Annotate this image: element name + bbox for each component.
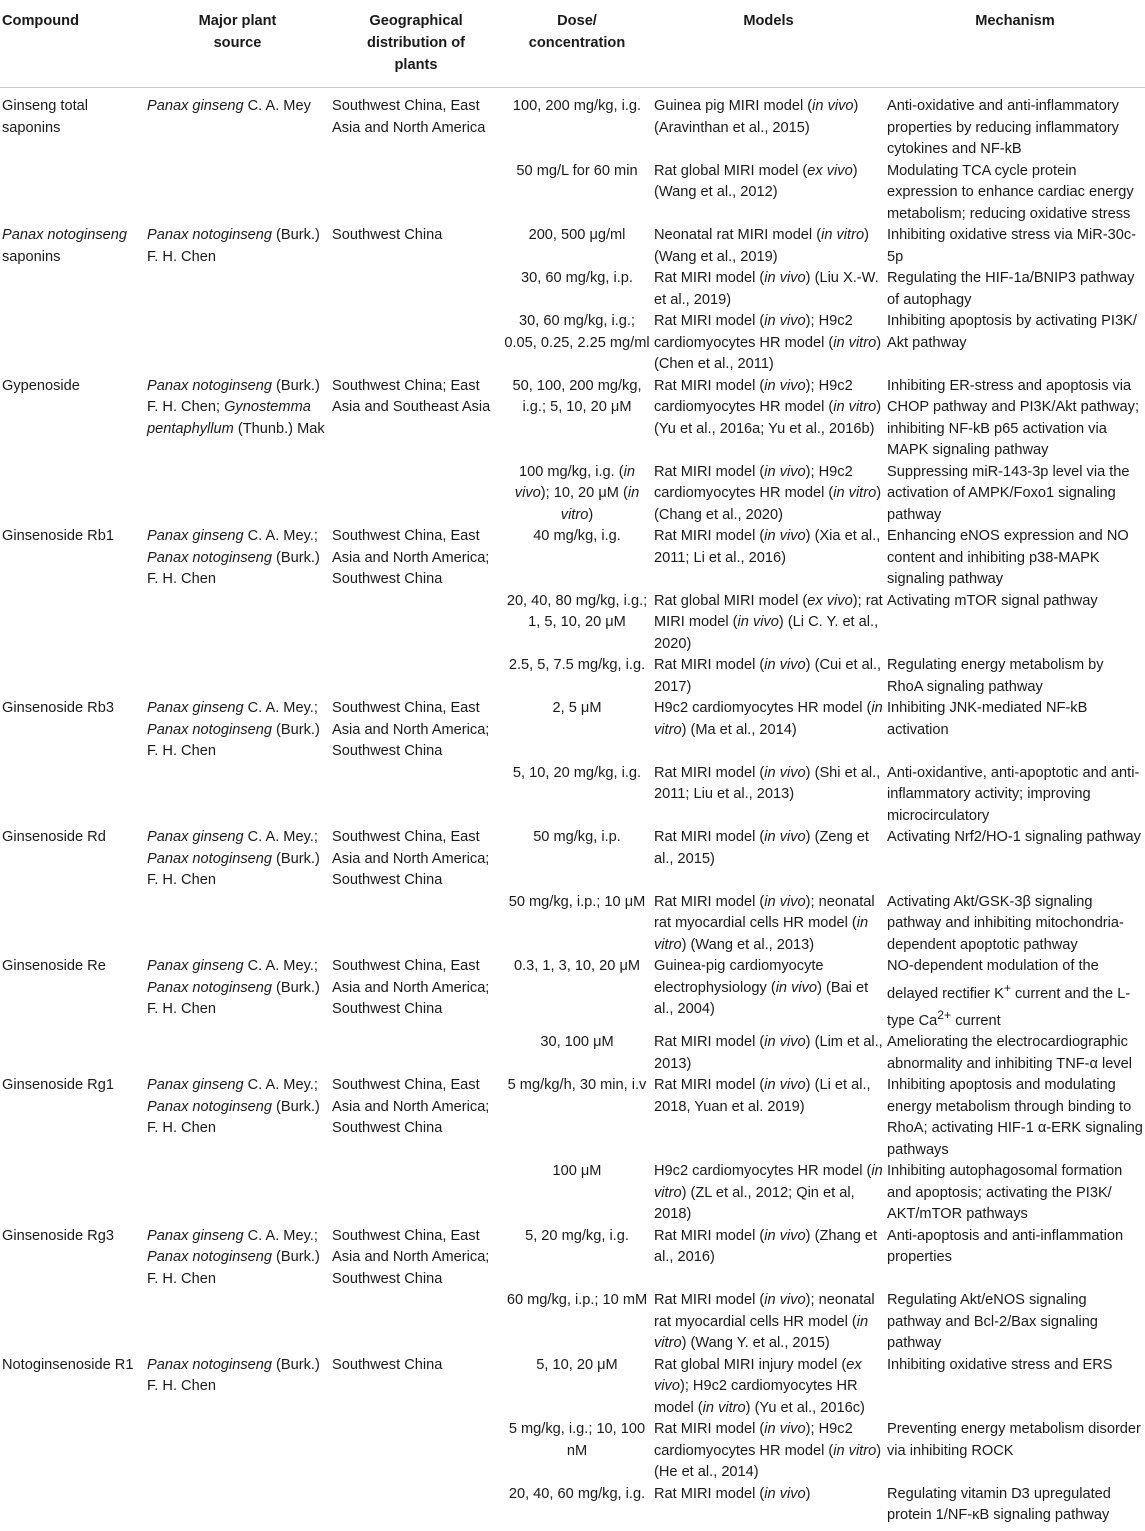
cell-dose: 5, 20 mg/kg, i.g. (525, 1227, 629, 1244)
cell-mechanism: Inhibiting oxidative stress via MiR-30c-5p (887, 227, 1136, 265)
cell-distribution (330, 268, 502, 311)
cell-distribution (330, 1484, 502, 1531)
table-row (0, 526, 1145, 591)
cell-dose: 50 mg/L for 60 min (516, 162, 638, 179)
cell-distribution (330, 892, 502, 957)
cell-mechanism: Regulating the HIF-1a/BNIP3 pathway of autophagy (887, 270, 1135, 308)
cell-compound: Ginsenoside Rg3 (2, 1227, 114, 1244)
cell-compound (0, 1290, 145, 1355)
cell-distribution (330, 591, 502, 656)
cell-plant-source (145, 655, 330, 698)
cell-distribution: Southwest China (332, 227, 443, 243)
cell-dose: 100, 200 mg/kg, i.g. (512, 98, 642, 114)
table-row (0, 462, 1145, 527)
cell-compound: Notoginsenoside R1 (2, 1356, 134, 1373)
cell-mechanism: Inhibiting autophagosomal formation and apoptosis; activating the PI3K/ AKT/mTOR pathways (887, 1163, 1123, 1223)
cell-dose: 100 mg/kg, i.g. (in vivo); 10, 20 μM (in vitro) (514, 463, 640, 523)
cell-mechanism: Anti-oxidative and anti-inflammatory properties by reducing inflammatory cytokines and NF-kB (887, 98, 1119, 157)
table-row (0, 956, 1145, 1032)
cell-dose: 0.3, 1, 3, 10, 20 μM (513, 958, 641, 974)
cell-models: Rat MIRI model (in vivo); neonatal rat myocardial cells HR model (in vitro) (Wang Y. et al., 2015) (654, 1292, 875, 1352)
cell-dose: 5 mg/kg, i.g.; 10, 100 nM (508, 1421, 646, 1459)
table-row (0, 1161, 1145, 1226)
cell-dose: 50 mg/kg, i.p. (533, 829, 621, 845)
cell-plant-source (145, 892, 330, 957)
cell-models: Rat MIRI model (in vivo) (Liu X.-W. et al., 2019) (654, 270, 879, 308)
cell-distribution (330, 1290, 502, 1355)
cell-distribution: Southwest China, East Asia and North America (332, 98, 486, 136)
cell-distribution (330, 161, 502, 226)
cell-compound (0, 591, 145, 656)
cell-models: Neonatal rat MIRI model (in vitro) (Wang et al., 2019) (654, 227, 869, 265)
cell-distribution: Southwest China, East Asia and North America; Southwest China (332, 829, 490, 888)
table-row (0, 827, 1145, 892)
header-models: Models (652, 0, 885, 88)
cell-plant-source (145, 1161, 330, 1226)
cell-models: Rat MIRI model (in vivo) (Xia et al., 2011; Li et al., 2016) (654, 528, 881, 566)
cell-dose: 5, 10, 20 μM (536, 1356, 618, 1373)
cell-models: Rat MIRI model (in vivo) (Li et al., 2018, Yuan et al. 2019) (654, 1077, 871, 1115)
cell-compound (0, 161, 145, 226)
cell-compound (0, 462, 145, 527)
cell-distribution (330, 462, 502, 527)
table-row (0, 698, 1145, 763)
cell-plant-source (145, 1484, 330, 1531)
cell-distribution (330, 1161, 502, 1226)
cell-models: Rat MIRI model (in vivo) (Shi et al., 2011; Liu et al., 2013) (654, 764, 881, 802)
cell-compound: Gypenoside (2, 377, 80, 394)
table-row (0, 88, 1145, 161)
cell-dose: 50, 100, 200 mg/kg, i.g.; 5, 10, 20 μM (512, 377, 642, 415)
cell-compound (0, 268, 145, 311)
table-row (0, 655, 1145, 698)
cell-plant-source: Panax ginseng C. A. Mey.; Panax notoginseng (Burk.) F. H. Chen (147, 1227, 320, 1287)
cell-plant-source: Panax ginseng C. A. Mey.; Panax notoginseng (Burk.) F. H. Chen (147, 829, 320, 888)
cell-models: Rat MIRI model (in vivo); H9c2 cardiomyocytes HR model (in vitro) (He et al., 2014) (654, 1421, 882, 1481)
cell-compound (0, 1032, 145, 1075)
table-row (0, 1032, 1145, 1075)
cell-plant-source (145, 462, 330, 527)
table-header-row (0, 0, 1145, 88)
table-row (0, 1484, 1145, 1531)
cell-dose: 2, 5 μM (552, 700, 602, 716)
table-row (0, 1075, 1145, 1161)
cell-mechanism: Regulating vitamin D3 upregulated protein 1/NF-κB signaling pathway (887, 1485, 1111, 1524)
cell-models: Guinea-pig cardiomyocyte electrophysiology (in vivo) (Bai et al., 2004) (654, 958, 869, 1017)
cell-distribution: Southwest China, East Asia and North America; Southwest China (332, 958, 490, 1017)
cell-compound: Ginsenoside Rb3 (2, 700, 114, 716)
table-row (0, 1290, 1145, 1355)
cell-distribution (330, 763, 502, 828)
header-mechanism: Mechanism (885, 0, 1145, 88)
cell-plant-source (145, 763, 330, 828)
cell-mechanism: Regulating Akt/eNOS signaling pathway and Bcl-2/Bax signaling pathway (887, 1292, 1098, 1352)
cell-models: H9c2 cardiomyocytes HR model (in vitro) (ZL et al., 2012; Qin et al, 2018) (654, 1163, 883, 1223)
cell-distribution: Southwest China, East Asia and North America; Southwest China (332, 1227, 490, 1287)
cell-dose: 5 mg/kg/h, 30 min, i.v (507, 1077, 647, 1094)
cell-models: Rat MIRI model (in vivo); H9c2 cardiomyocytes HR model (in vitro) (Yu et al., 2016a; Yu et al., 2016b) (654, 377, 882, 437)
cell-plant-source: Panax notoginseng (Burk.) F. H. Chen (147, 1356, 320, 1395)
cell-compound (0, 892, 145, 957)
header-compound: Compound (0, 0, 145, 88)
header-plant-source: Major plant source (145, 0, 330, 88)
cell-models: Rat global MIRI injury model (ex vivo); H9c2 cardiomyocytes HR model (in vitro) (Yu et al., 2016c) (654, 1356, 865, 1416)
cell-models: Guinea pig MIRI model (in vivo) (Aravinthan et al., 2015) (654, 98, 859, 136)
cell-mechanism: Regulating energy metabolism by RhoA signaling pathway (887, 657, 1104, 695)
cell-models: Rat MIRI model (in vivo); H9c2 cardiomyocytes HR model (in vitro) (Chen et al., 2011) (654, 313, 882, 372)
table-row (0, 1226, 1145, 1291)
cell-compound (0, 763, 145, 828)
cell-dose: 50 mg/kg, i.p.; 10 μM (508, 893, 646, 910)
table-row (0, 1419, 1145, 1484)
cell-compound: Panax notoginseng saponins (2, 227, 127, 265)
cell-models: Rat MIRI model (in vivo); neonatal rat myocardial cells HR model (in vitro) (Wang et al., 2013) (654, 893, 875, 953)
cell-models: Rat global MIRI model (ex vivo); rat MIRI model (in vivo) (Li C. Y. et al., 2020) (654, 592, 883, 652)
cell-compound (0, 655, 145, 698)
cell-plant-source (145, 1032, 330, 1075)
cell-mechanism: Ameliorating the electrocardiographic abnormality and inhibiting TNF-α level (887, 1034, 1133, 1072)
table-row (0, 161, 1145, 226)
table-row (0, 1355, 1145, 1420)
cell-mechanism: Activating Nrf2/HO-1 signaling pathway (887, 829, 1141, 845)
cell-distribution: Southwest China, East Asia and North America; Southwest China (332, 700, 490, 759)
cell-mechanism: Activating Akt/GSK-3β signaling pathway and inhibiting mitochondria-dependent apoptotic pathway (887, 893, 1124, 953)
cell-mechanism: Enhancing eNOS expression and NO content and inhibiting p38-MAPK signaling pathway (887, 528, 1129, 587)
table-row (0, 376, 1145, 462)
cell-plant-source (145, 268, 330, 311)
cell-dose: 200, 500 μg/ml (528, 227, 626, 243)
cell-mechanism: Inhibiting ER-stress and apoptosis via CHOP pathway and PI3K/Akt pathway; inhibiting NF-kB p65 activation via MAPK signaling pathway (887, 377, 1140, 458)
cell-compound (0, 311, 145, 376)
cell-compound (0, 1484, 145, 1531)
cell-plant-source (145, 591, 330, 656)
cell-mechanism: NO-dependent modulation of the delayed rectifier K+ current and the L-type $Ca^{2+}$ current (887, 958, 1131, 1029)
cell-mechanism: Preventing energy metabolism disorder via inhibiting ROCK (887, 1421, 1141, 1459)
cell-distribution: Southwest China (332, 1356, 443, 1373)
cell-plant-source: Panax ginseng C. A. Mey.; Panax notoginseng (Burk.) F. H. Chen (147, 958, 320, 1017)
table-body (0, 88, 1145, 1531)
cell-plant-source (145, 161, 330, 226)
table-row (0, 763, 1145, 828)
cell-mechanism: Activating mTOR signal pathway (887, 592, 1098, 609)
header-dose: Dose/ concentration (502, 0, 652, 88)
cell-models: H9c2 cardiomyocytes HR model (in vitro) (Ma et al., 2014) (654, 700, 883, 738)
cell-models: Rat MIRI model (in vivo) (Zhang et al., 2016) (654, 1227, 878, 1266)
cell-dose: 20, 40, 60 mg/kg, i.g. (508, 1485, 646, 1502)
cell-models: Rat MIRI model (in vivo); H9c2 cardiomyocytes HR model (in vitro) (Chang et al., 2020) (654, 463, 882, 523)
table-row (0, 591, 1145, 656)
cell-distribution: Southwest China; East Asia and Southeast Asia (332, 377, 491, 415)
cell-distribution: Southwest China, East Asia and North America; Southwest China (332, 528, 490, 587)
cell-models: Rat MIRI model (in vivo) (Lim et al., 2013) (654, 1034, 883, 1072)
cell-mechanism: Inhibiting JNK-mediated NF-kB activation (887, 700, 1088, 738)
cell-models: Rat global MIRI model (ex vivo) (Wang et al., 2012) (654, 162, 858, 200)
cell-dose: 30, 60 mg/kg, i.g.; 0.05, 0.25, 2.25 mg/ml (504, 313, 650, 351)
cell-mechanism: Suppressing miR-143-3p level via the activation of AMPK/Foxo1 signaling pathway (887, 463, 1130, 523)
cell-mechanism: Anti-apoptosis and anti-inflammation properties (887, 1227, 1124, 1266)
table-row (0, 225, 1145, 268)
cell-dose: 2.5, 5, 7.5 mg/kg, i.g. (508, 657, 646, 673)
cell-mechanism: Inhibiting apoptosis and modulating energy metabolism through binding to RhoA; activating HIF-1 α-ERK signaling pathways (887, 1077, 1143, 1158)
cell-mechanism: Anti-oxidantive, anti-apoptotic and anti-inflammatory activity; improving microcirculatory (887, 764, 1140, 824)
cell-plant-source (145, 1419, 330, 1484)
header-distribution: Geographical distribution of plants (330, 0, 502, 88)
cell-dose: 40 mg/kg, i.g. (533, 528, 621, 544)
cell-compound: Ginseng total saponins (2, 98, 88, 136)
cell-dose: 20, 40, 80 mg/kg, i.g.; 1, 5, 10, 20 μM (506, 592, 648, 630)
cell-plant-source (145, 311, 330, 376)
cell-plant-source: Panax notoginseng (Burk.) F. H. Chen; Gynostemma pentaphyllum (Thunb.) Mak (147, 377, 325, 437)
cell-plant-source: Panax ginseng C. A. Mey.; Panax notoginseng (Burk.) F. H. Chen (147, 1077, 320, 1137)
cell-dose: 30, 100 μM (540, 1034, 614, 1051)
cell-plant-source: Panax ginseng C. A. Mey.; Panax notoginseng (Burk.) F. H. Chen (147, 700, 320, 759)
cell-dose: 60 mg/kg, i.p.; 10 mM (506, 1292, 648, 1309)
cell-mechanism: Inhibiting apoptosis by activating PI3K/ Akt pathway (887, 313, 1137, 351)
cell-mechanism: Modulating TCA cycle protein expression to enhance cardiac energy metabolism; reducing oxidative stress (887, 162, 1134, 222)
cell-dose: 30, 60 mg/kg, i.p. (521, 270, 633, 286)
table-row (0, 311, 1145, 376)
cell-plant-source: Panax notoginseng (Burk.) F. H. Chen (147, 227, 320, 265)
cell-compound: Ginsenoside Rd (2, 829, 106, 845)
cell-plant-source: Panax ginseng C. A. Mey (147, 98, 311, 114)
cell-distribution: Southwest China, East Asia and North America; Southwest China (332, 1077, 490, 1137)
cell-dose: 100 μM (552, 1163, 602, 1180)
cell-dose: 5, 10, 20 mg/kg, i.g. (512, 764, 642, 781)
cell-distribution (330, 655, 502, 698)
cell-models: Rat MIRI model (in vivo) (654, 1485, 811, 1502)
cell-plant-source: Panax ginseng C. A. Mey.; Panax notoginseng (Burk.) F. H. Chen (147, 528, 320, 587)
cell-distribution (330, 1032, 502, 1075)
cell-distribution (330, 311, 502, 376)
table-row (0, 268, 1145, 311)
table-row (0, 892, 1145, 957)
cell-distribution (330, 1419, 502, 1484)
cell-compound: Ginsenoside Re (2, 958, 106, 974)
cell-models: Rat MIRI model (in vivo) (Zeng et al., 2015) (654, 829, 869, 867)
cell-compound (0, 1419, 145, 1484)
cell-mechanism: Inhibiting oxidative stress and ERS (887, 1356, 1113, 1373)
cell-compound: Ginsenoside Rb1 (2, 528, 114, 544)
cell-compound: Ginsenoside Rg1 (2, 1077, 114, 1094)
cell-plant-source (145, 1290, 330, 1355)
cell-compound (0, 1161, 145, 1226)
cell-models: Rat MIRI model (in vivo) (Cui et al., 2017) (654, 657, 882, 695)
